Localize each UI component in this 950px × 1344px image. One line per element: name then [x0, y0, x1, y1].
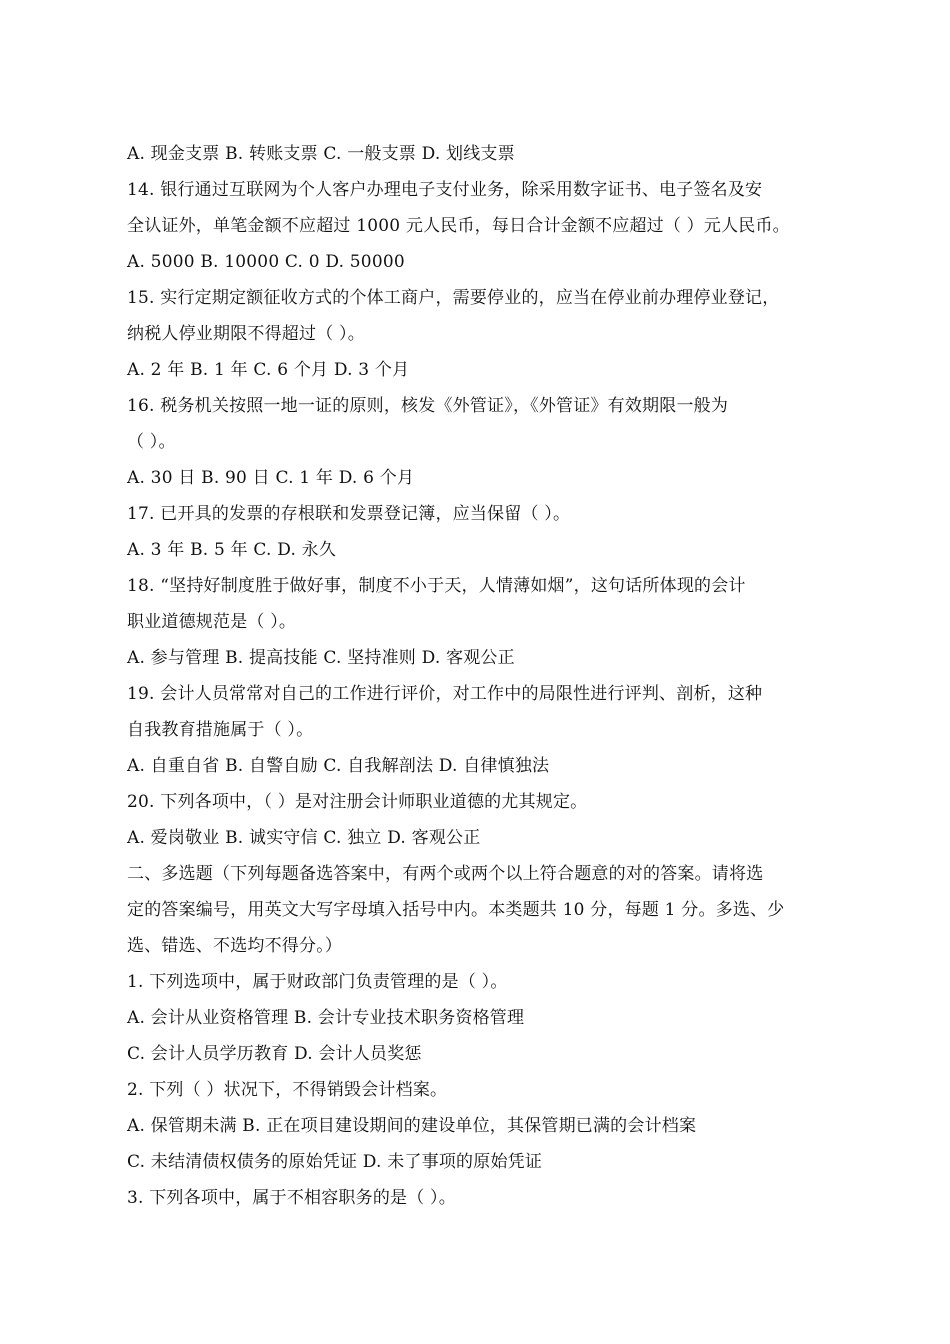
section-heading: 二、多选题（下列每题备选答案中，有两个或两个以上符合题意的对的答案。请将选 [127, 864, 764, 884]
text-line: （ ）。 [127, 432, 176, 452]
text-line: 16. 税务机关按照一地一证的原则，核发《外管证》，《外管证》有效期限一般为 [127, 396, 729, 416]
text-line: A. 30 日 B. 90 日 C. 1 年 D. 6 个月 [127, 468, 415, 488]
text-line: A. 自重自省 B. 自警自励 C. 自我解剖法 D. 自律慎独法 [127, 756, 550, 776]
text-line: A. 5000 B. 10000 C. 0 D. 50000 [127, 252, 405, 272]
text-line: 17. 已开具的发票的存根联和发票登记簿，应当保留（ ）。 [127, 504, 571, 524]
text-line: 19. 会计人员常常对自己的工作进行评价，对工作中的局限性进行评判、剖析，这种 [127, 684, 763, 704]
text-line: A. 参与管理 B. 提高技能 C. 坚持准则 D. 客观公正 [127, 648, 515, 668]
text-line: A. 会计从业资格管理 B. 会计专业技术职务资格管理 [127, 1008, 525, 1028]
text-line: 选、错选、不选均不得分。） [127, 936, 343, 956]
text-line: 纳税人停业期限不得超过（ ）。 [127, 324, 365, 344]
text-line: 自我教育措施属于（ ）。 [127, 720, 314, 740]
text-line: 定的答案编号，用英文大写字母填入括号中内。本类题共 10 分，每题 1 分。多选、少 [127, 900, 785, 920]
text-line: 14. 银行通过互联网为个人客户办理电子支付业务，除采用数字证书、电子签名及安 [127, 180, 763, 200]
text-line: 全认证外，单笔金额不应超过 1000 元人民币，每日合计金额不应超过（ ）元人民币。 [127, 216, 790, 236]
text-line: A. 保管期未满 B. 正在项目建设期间的建设单位，其保管期已满的会计档案 [127, 1116, 697, 1136]
text-line: A. 现金支票 B. 转账支票 C. 一般支票 D. 划线支票 [127, 144, 515, 164]
text-line: 职业道德规范是（ ）。 [127, 612, 297, 632]
text-line: 1. 下列选项中，属于财政部门负责管理的是（ ）。 [127, 972, 508, 992]
text-line: 3. 下列各项中，属于不相容职务的是（ ）。 [127, 1188, 456, 1208]
text-line: 20. 下列各项中，（ ）是对注册会计师职业道德的尤其规定。 [127, 792, 588, 812]
text-line: 15. 实行定期定额征收方式的个体工商户，需要停业的，应当在停业前办理停业登记， [127, 288, 780, 308]
text-line: 18. “坚持好制度胜于做好事，制度不小于天，人情薄如烟”，这句话所体现的会计 [127, 576, 746, 596]
text-line: A. 3 年 B. 5 年 C. D. 永久 [127, 540, 337, 560]
text-line: 2. 下列（ ）状况下，不得销毁会计档案。 [127, 1080, 448, 1100]
text-line: A. 爱岗敬业 B. 诚实守信 C. 独立 D. 客观公正 [127, 828, 481, 848]
document-page [127, 136, 857, 1216]
text-line: A. 2 年 B. 1 年 C. 6 个月 D. 3 个月 [127, 360, 410, 380]
text-line: C. 会计人员学历教育 D. 会计人员奖惩 [127, 1044, 422, 1064]
text-line: C. 未结清债权债务的原始凭证 D. 未了事项的原始凭证 [127, 1152, 543, 1172]
